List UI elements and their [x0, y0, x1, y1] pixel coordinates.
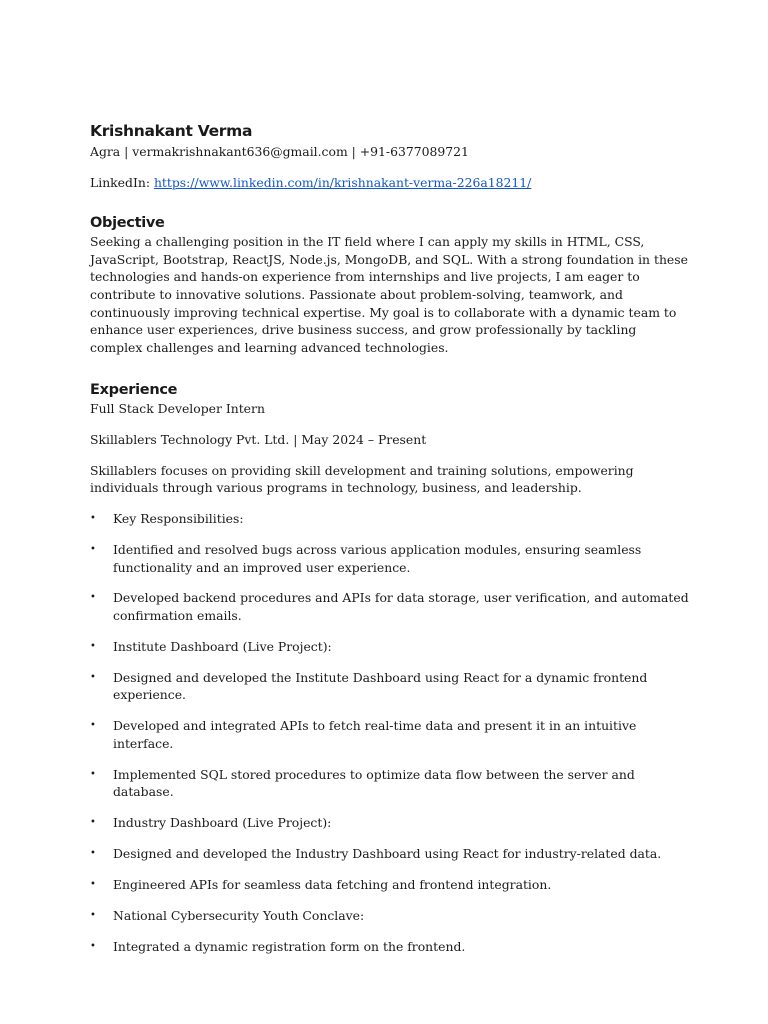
list-item	[90, 510, 690, 528]
bullet-icon: •	[90, 817, 96, 829]
objective-heading: Objective	[90, 215, 165, 232]
list-item-text: Industry Dashboard (Live Project):	[113, 815, 332, 831]
list-item-text: Developed and integrated APIs to fetch real-time data and present it in an intuitive interface.	[113, 718, 637, 751]
list-item-text: Designed and developed the Industry Dashboard using React for industry-related data.	[113, 846, 662, 862]
list-item-text: National Cybersecurity Youth Conclave:	[113, 907, 365, 923]
list-item-text: Developed backend procedures and APIs for data storage, user verification, and automated confirmation emails.	[113, 590, 689, 623]
job-role: Full Stack Developer Intern	[90, 401, 265, 417]
bullet-icon: •	[90, 640, 96, 652]
list-item	[90, 541, 690, 576]
list-item	[90, 669, 690, 704]
candidate-name: Krishnakant Verma	[90, 122, 253, 140]
list-item-text: Designed and developed the Institute Dashboard using React for a dynamic frontend experience.	[113, 669, 648, 703]
list-item	[90, 766, 690, 801]
bullet-icon: •	[90, 513, 96, 525]
list-item-text: Integrated a dynamic registration form on the frontend.	[113, 938, 466, 954]
objective-text: Seeking a challenging position in the IT field where I can apply my skills in HTML, CSS, JavaScript, Bootstrap, ReactJS, Node.js, MongoDB, and SQL. With a strong foundation in these technologies and hands-on experience from internships and live projects, I am eager to contribute to innovative solutions. Passionate about problem-solving, teamwork, and continuously improving technical expertise. My goal is to collaborate with a dynamic team to enhance user experiences, drive business success, and grow professionally by tackling complex challenges and learning advanced technologies.	[90, 234, 688, 355]
contact-line: Agra | vermakrishnakant636@gmail.com | +91-6377089721	[90, 144, 469, 159]
list-item	[90, 845, 690, 863]
bullet-icon: •	[90, 720, 96, 732]
linkedin-link[interactable]: https://www.linkedin.com/in/krishnakant-verma-226a18211/	[153, 174, 532, 190]
bullet-icon: •	[90, 592, 96, 604]
experience-heading: Experience	[90, 382, 178, 399]
list-item	[90, 589, 690, 624]
job-company: Skillablers Technology Pvt. Ltd. | May 2024 – Present	[90, 431, 427, 447]
list-item	[90, 876, 690, 894]
bullet-icon: •	[90, 940, 96, 952]
linkedin-label: LinkedIn:	[90, 174, 154, 190]
list-item-text: Key Responsibilities:	[113, 511, 244, 527]
list-item-text: Identified and resolved bugs across various application modules, ensuring seamless functionality and an improved user experience.	[113, 541, 642, 575]
bullet-icon: •	[90, 768, 96, 780]
responsibilities-list	[90, 510, 690, 955]
bullet-icon: •	[90, 848, 96, 860]
list-item-text: Engineered APIs for seamless data fetching and frontend integration.	[113, 877, 552, 892]
list-item	[90, 717, 690, 752]
bullet-icon: •	[90, 909, 96, 921]
bullet-icon: •	[90, 671, 96, 683]
list-item	[90, 638, 690, 656]
list-item	[90, 938, 690, 956]
list-item-text: Institute Dashboard (Live Project):	[113, 638, 332, 654]
list-item	[90, 814, 690, 832]
linkedin-line	[90, 174, 690, 192]
company-description: Skillablers focuses on providing skill development and training solutions, empowering individuals through various programs in technology, business, and leadership.	[90, 462, 634, 496]
list-item-text: Implemented SQL stored procedures to optimize data flow between the server and database.	[113, 766, 635, 800]
list-item	[90, 907, 690, 925]
bullet-icon: •	[90, 879, 96, 890]
resume-page	[90, 120, 690, 955]
bullet-icon: •	[90, 543, 96, 555]
